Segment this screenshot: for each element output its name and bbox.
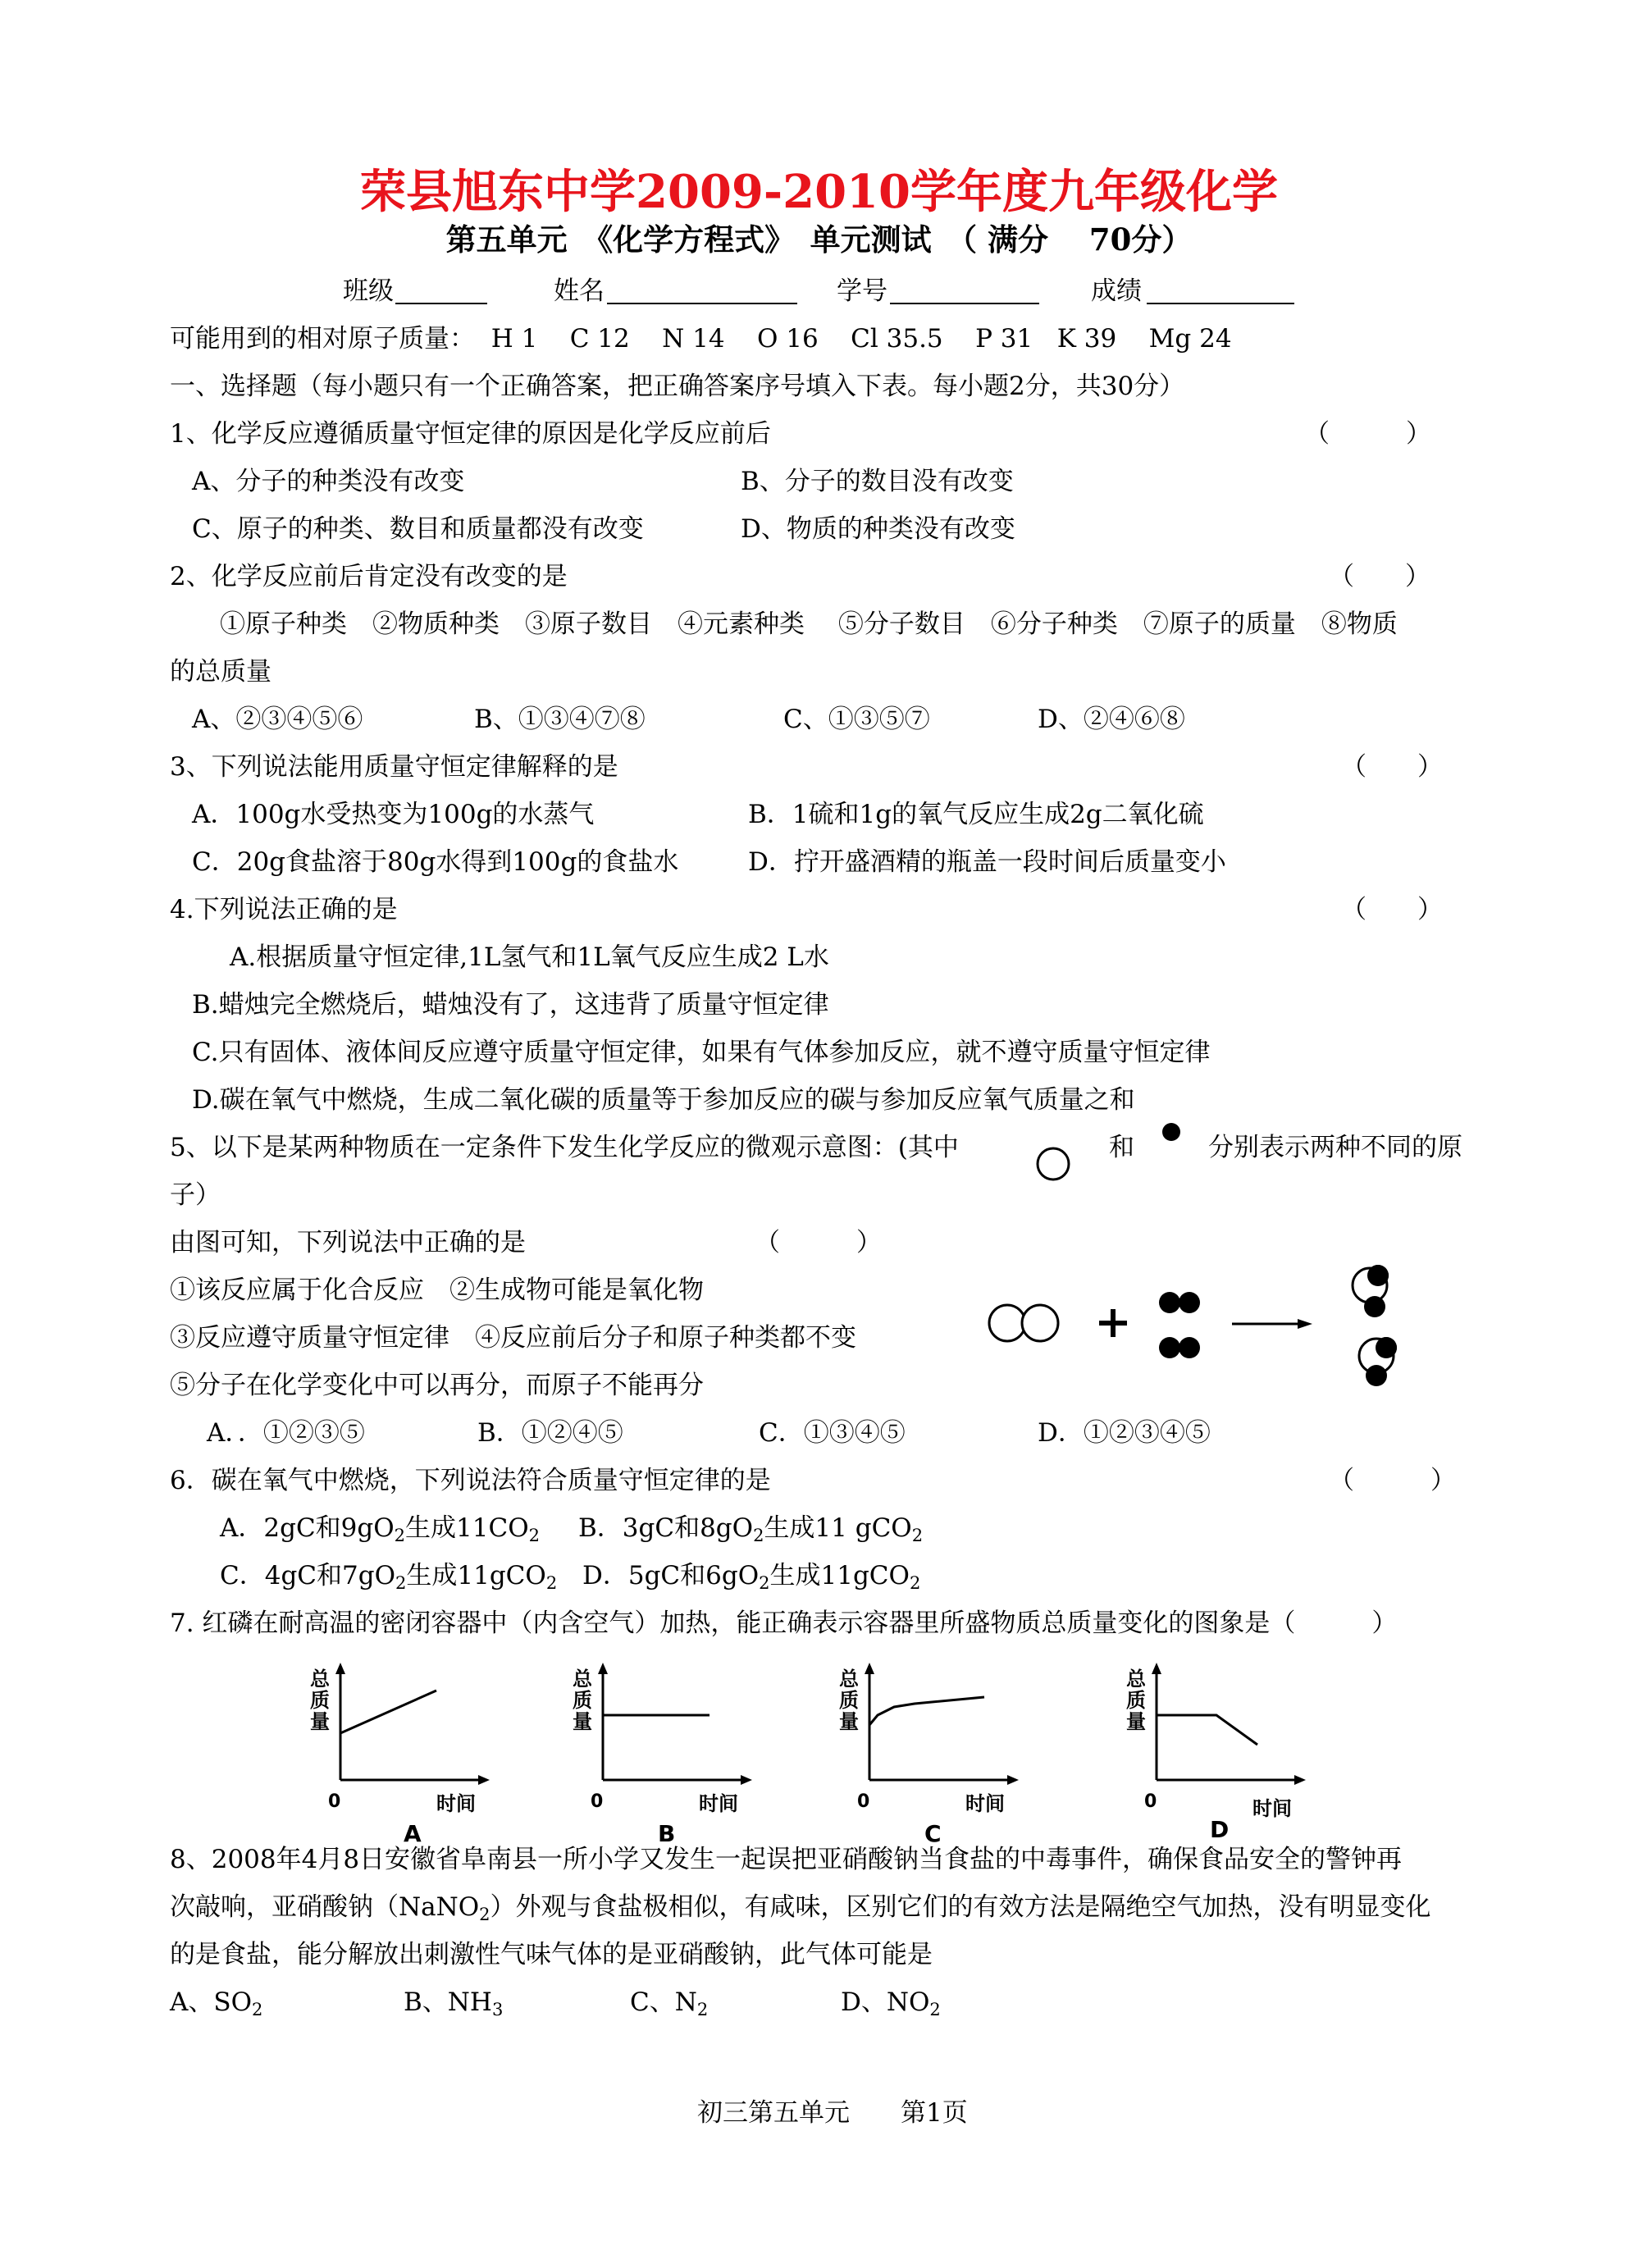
q7-stem: 7. 红磷在耐高温的密闭容器中（内含空气）加热，能正确表示容器里所盛物质总质量变化的图象是（ ） xyxy=(170,1609,1398,1638)
subscript: 2 xyxy=(252,2000,263,2019)
q6-d-part2: 生成11gCO xyxy=(769,1561,910,1590)
q6-option-c[interactable] xyxy=(220,1559,557,1599)
q8-option-d[interactable] xyxy=(841,1986,941,2026)
white-atom-icon xyxy=(1033,1144,1073,1184)
score-field[interactable] xyxy=(1147,278,1294,304)
q1-stem: 1、化学反应遵循质量守恒定律的原因是化学反应前后 xyxy=(170,419,771,449)
q8-option-c[interactable] xyxy=(630,1986,708,2026)
q8-d-text: D、NO xyxy=(841,1987,930,2017)
subscript: 2 xyxy=(911,1526,924,1545)
subscript: 2 xyxy=(909,1573,921,1593)
q2-option-c[interactable]: C、①③⑤⑦ xyxy=(783,705,930,734)
q8-b-text: B、NH xyxy=(404,1987,492,2017)
q1-option-a[interactable]: A、分子的种类没有改变 xyxy=(192,467,465,496)
page-subtitle: 第五单元 《化学方程式》 单元测试 （ 满分 70分） xyxy=(445,221,1193,258)
class-label: 班级 xyxy=(343,276,394,306)
reactant-white-molecule xyxy=(989,1305,1058,1341)
graph-a-ylabel-3: 量 xyxy=(310,1710,330,1733)
subscript: 2 xyxy=(479,1905,490,1924)
subscript: 2 xyxy=(528,1526,540,1545)
product-molecule-1 xyxy=(1353,1265,1389,1317)
q6-answer-bracket[interactable]: （ ） xyxy=(1329,1466,1456,1495)
q5-stem-part2: 分别表示两种不同的原 xyxy=(1208,1133,1462,1162)
q5-option-b[interactable]: B．①②④⑤ xyxy=(477,1418,623,1448)
q3-option-b[interactable]: B．1硫和1g的氧气反应生成2g二氧化硫 xyxy=(748,800,1204,829)
reaction-diagram xyxy=(976,1243,1435,1399)
graph-b-label: B xyxy=(658,1820,676,1847)
q3-answer-bracket[interactable]: （ ） xyxy=(1341,752,1443,782)
product-molecule-2 xyxy=(1359,1337,1397,1386)
graph-a-ylabel-1: 总 xyxy=(310,1668,330,1691)
q2-items-line2: 的总质量 xyxy=(170,657,271,687)
q6-option-b[interactable] xyxy=(578,1512,923,1552)
black-atom-icon xyxy=(1157,1117,1186,1147)
q8-line2-part2: ）外观与食盐极相似，有咸味，区别它们的有效方法是隔绝空气加热，没有明显变化 xyxy=(490,1892,1431,1922)
atomic-masses: 可能用到的相对原子质量： H 1 C 12 N 14 O 16 Cl 35.5 P 31 K 39 Mg 24 xyxy=(170,324,1232,354)
graph-d-ylabel-1: 总 xyxy=(1126,1668,1146,1691)
q6-stem: 6．碳在氧气中燃烧，下列说法符合质量守恒定律的是 xyxy=(170,1466,771,1495)
q3-option-d[interactable]: D．拧开盛酒精的瓶盖一段时间后质量变小 xyxy=(748,847,1226,877)
number-field[interactable] xyxy=(890,278,1039,304)
q8-line2 xyxy=(170,1891,1431,1931)
q2-option-b[interactable]: B、①③④⑦⑧ xyxy=(474,705,646,734)
q5-answer-bracket[interactable]: （ ） xyxy=(755,1228,882,1257)
q6-c-part1: C．4gC和7gO xyxy=(220,1561,395,1590)
number-label: 学号 xyxy=(837,276,887,306)
subscript: 2 xyxy=(753,1526,764,1545)
q1-answer-bracket[interactable]: （ ） xyxy=(1304,419,1431,449)
q3-option-c[interactable]: C．20g食盐溶于80g水得到100g的食盐水 xyxy=(192,847,679,877)
section-heading: 一、选择题（每小题只有一个正确答案，把正确答案序号填入下表。每小题2分，共30分） xyxy=(170,372,1185,401)
q4-option-a[interactable]: A.根据质量守恒定律,1L氢气和1L氧气反应生成2 L水 xyxy=(230,942,829,972)
q6-d-part1: D．5gC和6gO xyxy=(582,1561,760,1590)
q2-items-line1: ①原子种类 ②物质种类 ③原子数目 ④元素种类 ⑤分子数目 ⑥分子种类 ⑦原子的质量 ⑧物质 xyxy=(220,609,1398,639)
q3-stem: 3、下列说法能用质量守恒定律解释的是 xyxy=(170,752,618,782)
page-title: 荣县旭东中学2009-2010学年度九年级化学 xyxy=(360,165,1278,219)
q1-option-b[interactable]: B、分子的数目没有改变 xyxy=(741,467,1014,496)
q5-statement-2: ③反应遵守质量守恒定律 ④反应前后分子和原子种类都不变 xyxy=(170,1323,856,1353)
graph-a-ylabel-2: 质 xyxy=(310,1689,330,1712)
q1-option-d[interactable]: D、物质的种类没有改变 xyxy=(741,514,1015,544)
graph-c-origin: 0 xyxy=(857,1791,870,1812)
arrow-icon xyxy=(1232,1319,1312,1329)
q4-option-d[interactable]: D.碳在氧气中燃烧，生成二氧化碳的质量等于参加反应的碳与参加反应氧气质量之和 xyxy=(192,1085,1135,1115)
q5-lead: 由图可知，下列说法中正确的是 xyxy=(170,1228,526,1257)
q5-option-a[interactable]: A．．①②③⑤ xyxy=(207,1418,365,1448)
q8-option-b[interactable] xyxy=(404,1986,503,2026)
subscript: 2 xyxy=(759,1573,770,1593)
q6-b-part1: B．3gC和8gO xyxy=(578,1513,754,1543)
q4-answer-bracket[interactable]: （ ） xyxy=(1341,895,1443,924)
name-label: 姓名 xyxy=(554,276,605,306)
graph-b-ylabel-3: 量 xyxy=(573,1710,592,1733)
graph-d-ylabel-2: 质 xyxy=(1126,1689,1146,1712)
q4-stem: 4.下列说法正确的是 xyxy=(170,895,398,924)
reactant-black-molecules xyxy=(1159,1292,1200,1358)
q1-option-c[interactable]: C、原子的种类、数目和质量都没有改变 xyxy=(192,514,644,544)
q4-option-c[interactable]: C.只有固体、液体间反应遵守质量守恒定律，如果有气体参加反应，就不遵守质量守恒定律 xyxy=(192,1038,1211,1067)
graph-a-label: A xyxy=(404,1820,422,1847)
q2-stem: 2、化学反应前后肯定没有改变的是 xyxy=(170,562,568,591)
subscript: 2 xyxy=(394,1526,406,1545)
graph-a[interactable] xyxy=(303,1661,492,1850)
graph-c-ylabel-2: 质 xyxy=(839,1689,859,1712)
q8-option-a[interactable] xyxy=(170,1986,262,2026)
graph-a-xlabel: 时间 xyxy=(436,1792,476,1815)
page-footer: 初三第五单元 第1页 xyxy=(697,2098,968,2128)
q6-a-part2: 生成11CO xyxy=(405,1513,529,1543)
q5-option-c[interactable]: C．①③④⑤ xyxy=(759,1418,906,1448)
q8-line3: 的是食盐，能分解放出刺激性气味气体的是亚硝酸钠，此气体可能是 xyxy=(170,1940,933,1969)
graph-b[interactable] xyxy=(566,1661,755,1850)
q5-option-d[interactable]: D．①②③④⑤ xyxy=(1038,1418,1211,1448)
q5-statement-3: ⑤分子在化学变化中可以再分，而原子不能再分 xyxy=(170,1371,704,1400)
subscript: 2 xyxy=(395,1573,407,1593)
graph-c-ylabel-3: 量 xyxy=(839,1710,859,1733)
subscript: 2 xyxy=(929,2000,941,2019)
graph-d-ylabel-3: 量 xyxy=(1126,1710,1146,1733)
graph-b-ylabel-2: 质 xyxy=(573,1689,592,1712)
q3-option-a[interactable]: A．100g水受热变为100g的水蒸气 xyxy=(192,800,595,829)
q8-line1: 8、2008年4月8日安徽省阜南县一所小学又发生一起误把亚硝酸钠当食盐的中毒事件，确保食品安全的警钟再 xyxy=(170,1845,1403,1874)
graph-d-label: D xyxy=(1210,1816,1230,1843)
subscript: 3 xyxy=(491,2000,504,2019)
graph-d-origin: 0 xyxy=(1144,1791,1157,1812)
q2-answer-bracket[interactable]: （ ） xyxy=(1329,562,1430,591)
name-field[interactable] xyxy=(607,278,797,304)
graph-c-label: C xyxy=(924,1820,942,1847)
q2-option-a[interactable]: A、②③④⑤⑥ xyxy=(192,705,363,734)
subscript: 2 xyxy=(696,2000,709,2019)
graph-d[interactable] xyxy=(1120,1661,1308,1850)
q8-c-text: C、N xyxy=(630,1987,697,2017)
q2-option-d[interactable]: D、②④⑥⑧ xyxy=(1038,705,1185,734)
q8-a-text: A、SO xyxy=(170,1987,253,2017)
q6-b-part2: 生成11 gCO xyxy=(764,1513,912,1543)
q4-option-b[interactable]: B.蜡烛完全燃烧后，蜡烛没有了，这违背了质量守恒定律 xyxy=(192,990,829,1020)
graph-b-ylabel-1: 总 xyxy=(573,1668,592,1691)
q5-stem-and: 和 xyxy=(1109,1133,1134,1162)
plus-sign xyxy=(1099,1309,1127,1337)
q6-option-a[interactable] xyxy=(220,1512,540,1552)
graph-b-xlabel: 时间 xyxy=(699,1792,738,1815)
q6-c-part2: 生成11gCO xyxy=(406,1561,546,1590)
graph-c-xlabel: 时间 xyxy=(965,1792,1005,1815)
subscript: 2 xyxy=(545,1573,558,1593)
q6-a-part1: A．2gC和9gO xyxy=(220,1513,395,1543)
graph-a-origin: 0 xyxy=(328,1791,341,1812)
score-label: 成绩 xyxy=(1091,276,1142,306)
graph-d-xlabel: 时间 xyxy=(1252,1797,1292,1820)
class-field[interactable] xyxy=(395,278,487,304)
q5-stem-line2: 子） xyxy=(170,1180,221,1210)
graph-b-origin: 0 xyxy=(591,1791,604,1812)
q8-line2-part1: 次敲响，亚硝酸钠（NaNO xyxy=(170,1892,480,1922)
q5-statement-1: ①该反应属于化合反应 ②生成物可能是氧化物 xyxy=(170,1275,704,1305)
graph-c-ylabel-1: 总 xyxy=(839,1668,859,1691)
q6-option-d[interactable] xyxy=(582,1559,920,1599)
q5-stem-part1: 5、以下是某两种物质在一定条件下发生化学反应的微观示意图：(其中 xyxy=(170,1133,959,1162)
graph-c[interactable] xyxy=(833,1661,1021,1850)
